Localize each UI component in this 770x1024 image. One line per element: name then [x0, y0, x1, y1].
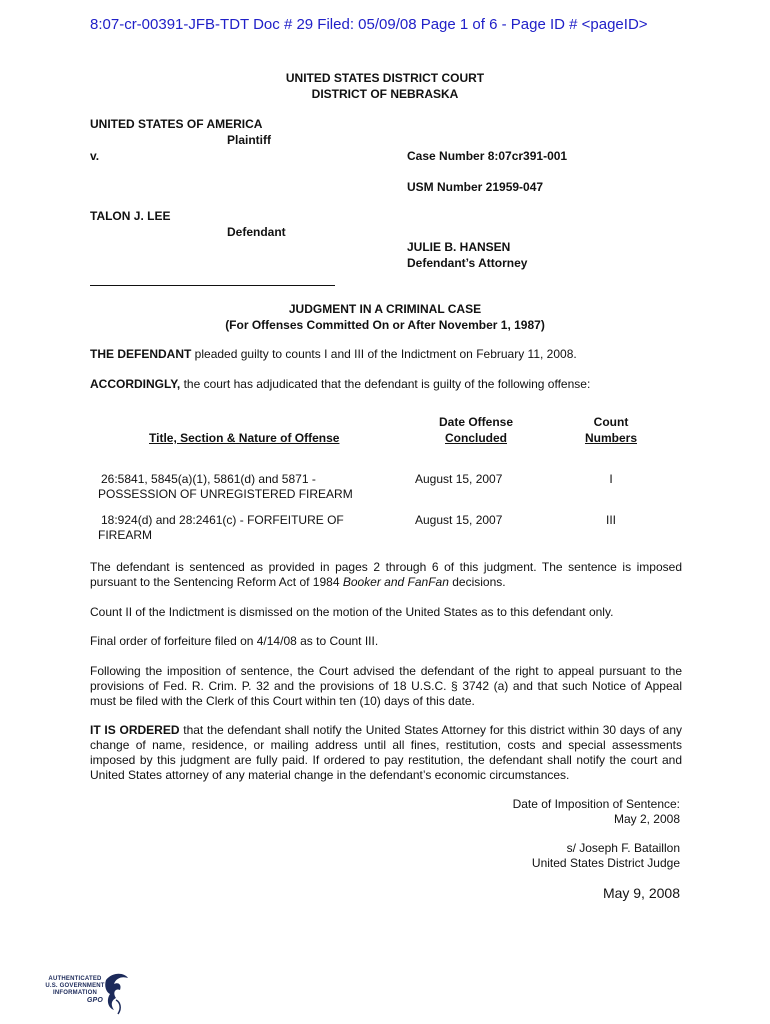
judgment-title: JUDGMENT IN A CRIMINAL CASE: [288, 302, 482, 316]
gpo-authenticated-logo: [40, 970, 132, 1020]
defendant-label: Defendant: [227, 225, 286, 239]
ordered-lead: IT IS ORDERED: [90, 723, 180, 737]
logo-line-4: GPO: [86, 997, 104, 1004]
accordingly-statement: [90, 377, 590, 391]
imposition-label: Date of Imposition of Sentence:: [512, 797, 680, 811]
court-name: UNITED STATES DISTRICT COURT: [285, 71, 485, 85]
eagle-icon: [102, 970, 130, 1018]
sentence-text-a: The defendant is sentenced as provided in pages 2 through 6 of this judgment. The sentence is imposed pursuant to the Sentencing Reform Act of 1984: [90, 560, 682, 589]
plea-text: pleaded guilty to counts I and III of the Indictment on February 11, 2008.: [191, 347, 577, 361]
forfeiture-paragraph: Final order of forfeiture filed on 4/14/08 as to Count III.: [90, 634, 379, 648]
plaintiff-name: UNITED STATES OF AMERICA: [90, 117, 263, 131]
logo-line-1: AUTHENTICATED: [48, 976, 102, 982]
attorney-name: JULIE B. HANSEN: [407, 240, 511, 254]
col-date-header-2: Concluded: [445, 431, 507, 445]
offense-row-1-date: August 15, 2007: [415, 472, 503, 486]
plea-statement: [90, 347, 577, 361]
case-number: Case Number 8:07cr391-001: [407, 149, 568, 163]
logo-line-3: INFORMATION: [52, 990, 98, 996]
appeal-paragraph: Following the imposition of sentence, the Court advised the defendant of the right to appeal pursuant to the provisions of Fed. R. Crim. P. 32 and the provisions of 18 U.S.C. § 3742 (a) and that such Notice of Appeal must be filed with the Clerk of this Court within ten (10) days of this date.: [90, 664, 682, 708]
sentence-paragraph: [90, 560, 682, 590]
logo-line-2: U.S. GOVERNMENT: [45, 983, 105, 989]
offense-row-1-line-1: 26:5841, 5845(a)(1), 5861(d) and 5871 -: [101, 472, 316, 486]
offense-row-2-date: August 15, 2007: [415, 513, 503, 527]
offense-row-2-line-1: 18:924(d) and 28:2461(c) - FORFEITURE OF: [101, 513, 344, 527]
offense-row-2-line-2: FIREARM: [98, 528, 152, 542]
signed-date: May 9, 2008: [602, 885, 680, 901]
signature-name: s/ Joseph F. Bataillon: [566, 841, 680, 855]
defendant-name: TALON J. LEE: [90, 209, 171, 223]
accordingly-text: the court has adjudicated that the defendant is guilty of the following offense:: [180, 377, 591, 391]
ordered-paragraph: [90, 723, 682, 783]
plea-lead: THE DEFENDANT: [90, 347, 192, 361]
offense-row-1-count: I: [609, 472, 613, 486]
versus: v.: [90, 149, 100, 163]
count-dismissed-paragraph: Count II of the Indictment is dismissed on the motion of the United States as to this defendant only.: [90, 605, 614, 619]
accordingly-lead: ACCORDINGLY,: [90, 377, 181, 391]
signature-title: United States District Judge: [531, 856, 680, 870]
filing-header: 8:07-cr-00391-JFB-TDT Doc # 29 Filed: 05/09/08 Page 1 of 6 - Page ID # <pageID>: [90, 16, 648, 33]
col-count-header-2: Numbers: [584, 431, 637, 445]
col-date-header-1: Date Offense: [438, 415, 514, 429]
usm-number: USM Number 21959-047: [407, 180, 544, 194]
sentence-text-b: decisions.: [448, 575, 506, 589]
plaintiff-label: Plaintiff: [227, 133, 271, 147]
ordered-text: that the defendant shall notify the United States Attorney for this district within 30 days of any change of name, residence, or mailing address until all fines, restitution, costs and special assessments imposed by this judgment are fully paid. If ordered to pay restitution, the defendant shall notify the court and United States attorney of any material change in the defendant’s economic circumstances.: [90, 723, 682, 782]
imposition-date: May 2, 2008: [613, 812, 680, 826]
sentence-italic: Booker and FanFan: [342, 575, 449, 589]
offense-row-2-count: III: [605, 513, 616, 527]
col-offense-header: Title, Section & Nature of Offense: [149, 431, 340, 445]
judgment-subtitle: (For Offenses Committed On or After November 1, 1987): [225, 318, 545, 332]
offense-row-1-line-2: POSSESSION OF UNREGISTERED FIREARM: [98, 487, 353, 501]
court-district: DISTRICT OF NEBRASKA: [311, 87, 459, 101]
attorney-label: Defendant’s Attorney: [407, 256, 528, 270]
caption-rule: [90, 285, 335, 286]
col-count-header-1: Count: [593, 415, 629, 429]
